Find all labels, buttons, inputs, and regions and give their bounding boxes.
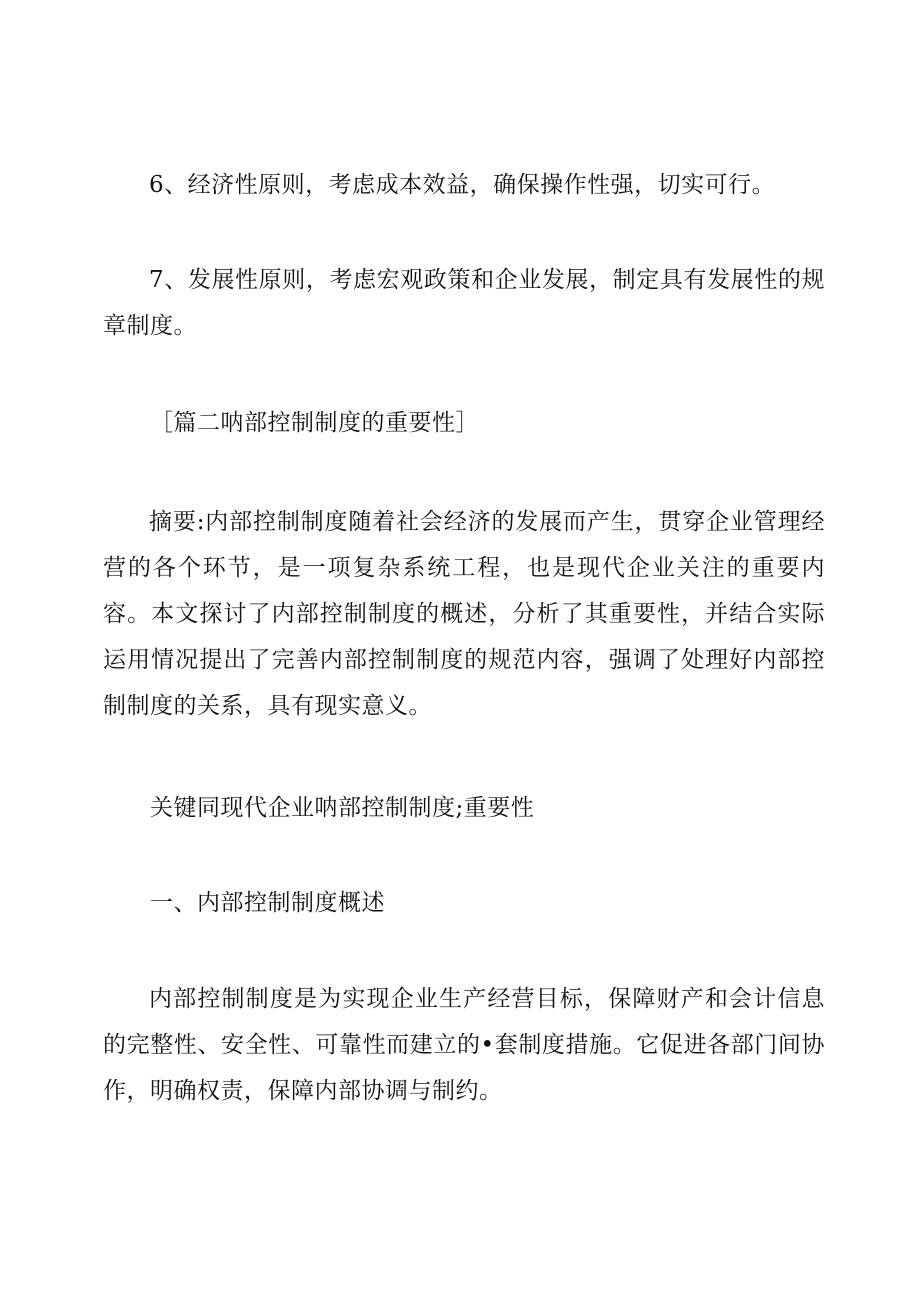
keywords-line: 关键同现代企业呐部控制制度;重要性 xyxy=(150,795,535,821)
heading-overview: 一、内部控制制度概述 xyxy=(150,890,385,916)
paragraph-principle-7: 7、发展性原则，考虑宏观政策和企业发展，制定具有发展性的规章制度。 xyxy=(103,267,825,339)
paragraph-principle-6: 6、经济性原则，考虑成本效益，确保操作性强，切实可行。 xyxy=(149,172,776,198)
section-title: ［篇二呐部控制制度的重要性］ xyxy=(150,410,479,436)
body-paragraph-overview: 内部控制制度是为实现企业生产经营目标，保障财产和会计信息的完整性、安全性、可靠性而建立的•套制度措施。它促进各部门间协作，明确权责，保障内部协调与制约。 xyxy=(103,986,825,1104)
abstract-paragraph: 摘要:内部控制制度随着社会经济的发展而产生，贯穿企业管理经营的各个环节，是一项复杂系统工程，也是现代企业关注的重要内容。本文探讨了内部控制制度的概述，分析了其重要性，并结合实际运用情况提出了完善内部控制制度的规范内容，强调了处理好内部控制制度的关系，具有现实意义。 xyxy=(103,509,825,719)
